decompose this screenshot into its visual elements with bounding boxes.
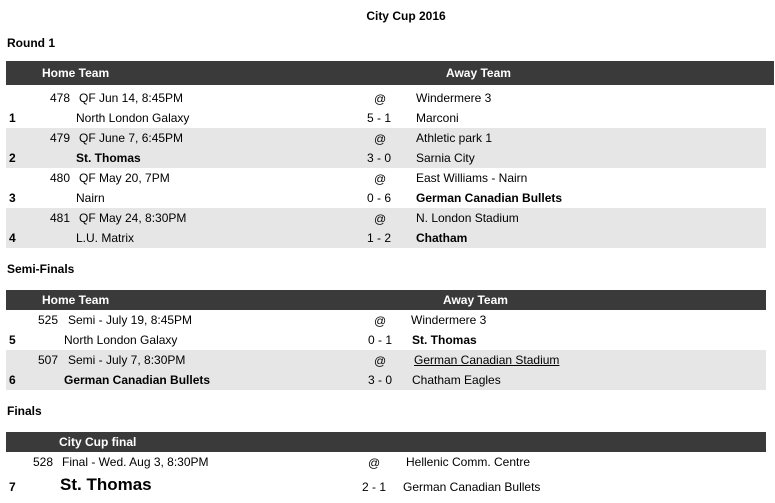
round-1-header (6, 61, 774, 85)
at-symbol: @ (374, 172, 387, 186)
match-info: QF May 24, 8:30PM (79, 211, 187, 225)
match-info: QF June 7, 6:45PM (79, 131, 184, 145)
at-symbol: @ (374, 92, 387, 106)
home-team: North London Galaxy (64, 333, 178, 347)
section-title-finals: Finals (7, 404, 42, 418)
match-number: 4 (9, 231, 16, 245)
game-id: 481 (50, 211, 71, 225)
home-team-header: Home Team (42, 293, 110, 307)
match-info: Semi - July 19, 8:45PM (68, 313, 193, 327)
score: 5 - 1 (367, 111, 392, 125)
score: 0 - 6 (367, 191, 392, 205)
game-id: 479 (50, 131, 71, 145)
at-symbol: @ (374, 314, 387, 328)
finals-header (6, 432, 766, 452)
score: 2 - 1 (362, 480, 387, 494)
venue: Windermere 3 (411, 313, 487, 327)
away-team-header: Away Team (446, 66, 511, 80)
at-symbol: @ (374, 354, 387, 368)
away-team: Sarnia City (416, 151, 475, 165)
away-team: Marconi (416, 111, 459, 125)
at-symbol: @ (374, 212, 387, 226)
match-number: 3 (9, 191, 16, 205)
venue: N. London Stadium (416, 211, 519, 225)
match-info: Semi - July 7, 8:30PM (68, 353, 186, 367)
away-team: St. Thomas (412, 333, 477, 347)
match-number: 5 (9, 333, 16, 347)
semi-finals-header (6, 290, 766, 310)
home-team: L.U. Matrix (76, 231, 135, 245)
match-number: 2 (9, 151, 16, 165)
match-info: QF Jun 14, 8:45PM (79, 91, 184, 105)
away-team: Chatham Eagles (412, 373, 501, 387)
home-team: St. Thomas (76, 151, 141, 165)
finals-header-label: City Cup final (59, 435, 137, 449)
match-info: QF May 20, 7PM (79, 171, 170, 185)
home-team: St. Thomas (60, 475, 152, 494)
at-symbol: @ (374, 132, 387, 146)
score: 1 - 2 (367, 231, 392, 245)
match-number: 1 (9, 111, 16, 125)
home-team: North London Galaxy (76, 111, 190, 125)
page-title: City Cup 2016 (366, 9, 446, 23)
match-info: Final - Wed. Aug 3, 8:30PM (62, 455, 209, 469)
away-team: Chatham (416, 231, 468, 245)
away-team-header: Away Team (443, 293, 508, 307)
game-id: 480 (50, 171, 71, 185)
away-team: German Canadian Bullets (416, 191, 563, 205)
score: 0 - 1 (368, 333, 393, 347)
section-title-round-1: Round 1 (7, 36, 55, 50)
match-number: 6 (9, 373, 16, 387)
home-team: German Canadian Bullets (64, 373, 211, 387)
venue: Windermere 3 (416, 91, 492, 105)
score: 3 - 0 (368, 373, 393, 387)
game-id: 478 (50, 91, 71, 105)
venue: Athletic park 1 (416, 131, 493, 145)
section-title-semi-finals: Semi-Finals (7, 262, 75, 276)
home-team-header: Home Team (42, 66, 110, 80)
game-id: 507 (38, 353, 59, 367)
at-symbol: @ (368, 456, 381, 470)
game-id: 525 (38, 313, 59, 327)
venue: Hellenic Comm. Centre (406, 455, 531, 469)
match-number: 7 (9, 480, 16, 494)
away-team: German Canadian Bullets (403, 480, 541, 494)
venue: East Williams - Nairn (416, 171, 528, 185)
game-id: 528 (33, 455, 54, 469)
venue-link[interactable]: German Canadian Stadium (414, 353, 560, 367)
home-team: Nairn (76, 191, 105, 205)
score: 3 - 0 (367, 151, 392, 165)
